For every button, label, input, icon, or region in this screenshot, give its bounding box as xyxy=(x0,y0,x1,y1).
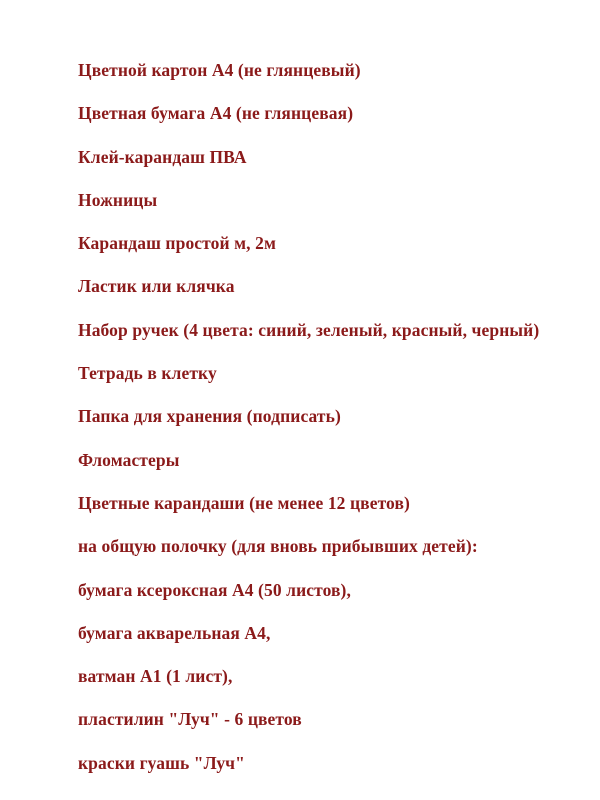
list-item: Папка для хранения (подписать) xyxy=(78,406,341,427)
list-item: Цветная бумага А4 (не глянцевая) xyxy=(78,103,354,124)
list-item: Ножницы xyxy=(78,189,158,210)
list-item: на общую полочку (для вновь прибывших детей): xyxy=(78,536,478,557)
list-item: Цветные карандаши (не менее 12 цветов) xyxy=(78,492,410,513)
list-item: Клей-карандаш ПВА xyxy=(78,146,247,167)
list-item: пластилин "Луч" - 6 цветов xyxy=(78,709,302,730)
list-item: Цветной картон А4 (не глянцевый) xyxy=(78,60,361,80)
list-item: Тетрадь в клетку xyxy=(78,363,217,384)
list-item: Ластик или клячка xyxy=(78,276,235,297)
list-item: Набор ручек (4 цвета: синий, зеленый, красный, черный) xyxy=(78,319,540,340)
list-item: бумага ксероксная А4 (50 листов), xyxy=(78,579,351,600)
list-item: Карандаш простой м, 2м xyxy=(78,233,276,254)
list-item: Фломастеры xyxy=(78,449,180,470)
list-item: ватман А1 (1 лист), xyxy=(78,666,233,687)
list-item: бумага акварельная А4, xyxy=(78,622,271,643)
list-item: краски гуашь "Луч" xyxy=(78,752,245,773)
